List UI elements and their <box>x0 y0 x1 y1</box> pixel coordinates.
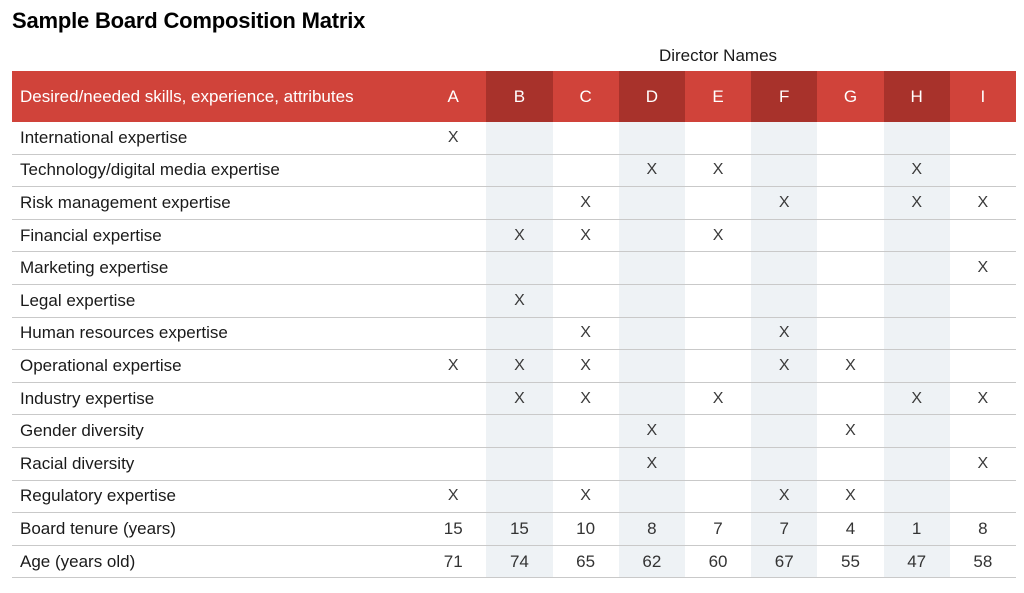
cell-e <box>685 252 751 285</box>
cell-i <box>950 284 1016 317</box>
cell-b: 74 <box>486 545 552 578</box>
director-header-d: D <box>619 71 685 122</box>
cell-h: 47 <box>884 545 950 578</box>
cell-c: X <box>553 219 619 252</box>
table-row <box>12 187 1016 220</box>
cell-f: 7 <box>751 513 817 546</box>
cell-b <box>486 447 552 480</box>
cell-f: X <box>751 480 817 513</box>
header-row <box>12 71 1016 122</box>
cell-c: X <box>553 187 619 220</box>
director-header-f: F <box>751 71 817 122</box>
cell-c: X <box>553 317 619 350</box>
table-row <box>12 415 1016 448</box>
cell-h: X <box>884 154 950 187</box>
director-header-i: I <box>950 71 1016 122</box>
cell-i: 58 <box>950 545 1016 578</box>
table-row <box>12 350 1016 383</box>
cell-f: X <box>751 187 817 220</box>
director-header-g: G <box>817 71 883 122</box>
cell-e <box>685 284 751 317</box>
cell-b <box>486 480 552 513</box>
cell-f: X <box>751 317 817 350</box>
table-row <box>12 545 1016 578</box>
cell-g <box>817 252 883 285</box>
cell-f <box>751 415 817 448</box>
cell-i <box>950 122 1016 154</box>
cell-h <box>884 480 950 513</box>
table-row <box>12 122 1016 154</box>
cell-i: X <box>950 447 1016 480</box>
cell-g <box>817 154 883 187</box>
cell-d <box>619 122 685 154</box>
cell-a <box>420 415 486 448</box>
cell-b <box>486 154 552 187</box>
cell-b: X <box>486 219 552 252</box>
cell-a <box>420 382 486 415</box>
cell-g <box>817 122 883 154</box>
cell-g <box>817 317 883 350</box>
row-label: Age (years old) <box>12 545 420 578</box>
cell-e <box>685 187 751 220</box>
cell-c <box>553 447 619 480</box>
table-row <box>12 480 1016 513</box>
cell-b: 15 <box>486 513 552 546</box>
cell-a <box>420 252 486 285</box>
cell-h <box>884 415 950 448</box>
row-label: Technology/digital media expertise <box>12 154 420 187</box>
cell-d <box>619 219 685 252</box>
cell-e <box>685 122 751 154</box>
cell-i: 8 <box>950 513 1016 546</box>
cell-i <box>950 350 1016 383</box>
cell-e: X <box>685 382 751 415</box>
cell-d: X <box>619 447 685 480</box>
cell-h <box>884 122 950 154</box>
cell-a <box>420 219 486 252</box>
cell-c: X <box>553 382 619 415</box>
cell-a <box>420 447 486 480</box>
cell-e: X <box>685 219 751 252</box>
cell-b: X <box>486 350 552 383</box>
table-row <box>12 219 1016 252</box>
cell-d: X <box>619 415 685 448</box>
cell-i: X <box>950 252 1016 285</box>
cell-e <box>685 480 751 513</box>
row-label: Industry expertise <box>12 382 420 415</box>
director-header-a: A <box>420 71 486 122</box>
cell-g: 55 <box>817 545 883 578</box>
cell-i <box>950 415 1016 448</box>
cell-b <box>486 122 552 154</box>
director-header-b: B <box>486 71 552 122</box>
table-header <box>12 71 1016 122</box>
skills-column-header: Desired/needed skills, experience, attributes <box>12 71 420 122</box>
cell-e <box>685 415 751 448</box>
cell-b: X <box>486 382 552 415</box>
cell-d <box>619 187 685 220</box>
row-label: Racial diversity <box>12 447 420 480</box>
board-composition-table <box>12 71 1016 578</box>
cell-g <box>817 284 883 317</box>
table-row <box>12 317 1016 350</box>
cell-e: 7 <box>685 513 751 546</box>
cell-a: X <box>420 122 486 154</box>
table-row <box>12 447 1016 480</box>
cell-d: 8 <box>619 513 685 546</box>
cell-e <box>685 350 751 383</box>
cell-f <box>751 447 817 480</box>
cell-g <box>817 382 883 415</box>
cell-g: X <box>817 480 883 513</box>
cell-d <box>619 382 685 415</box>
cell-b <box>486 252 552 285</box>
cell-b: X <box>486 284 552 317</box>
cell-d <box>619 284 685 317</box>
cell-f <box>751 122 817 154</box>
director-header-c: C <box>553 71 619 122</box>
row-label: Financial expertise <box>12 219 420 252</box>
cell-d <box>619 480 685 513</box>
director-names-label: Director Names <box>658 46 778 65</box>
cell-i <box>950 317 1016 350</box>
cell-c: X <box>553 350 619 383</box>
cell-c <box>553 154 619 187</box>
cell-c <box>553 415 619 448</box>
row-label: Regulatory expertise <box>12 480 420 513</box>
cell-h <box>884 317 950 350</box>
page-title: Sample Board Composition Matrix <box>12 8 366 33</box>
cell-e: 60 <box>685 545 751 578</box>
cell-d: 62 <box>619 545 685 578</box>
cell-i: X <box>950 187 1016 220</box>
cell-i: X <box>950 382 1016 415</box>
cell-h <box>884 252 950 285</box>
row-label: Legal expertise <box>12 284 420 317</box>
table-row <box>12 284 1016 317</box>
cell-f <box>751 252 817 285</box>
cell-c: 65 <box>553 545 619 578</box>
cell-h <box>884 284 950 317</box>
table-row <box>12 154 1016 187</box>
cell-h <box>884 447 950 480</box>
cell-g: X <box>817 350 883 383</box>
cell-h <box>884 219 950 252</box>
cell-d: X <box>619 154 685 187</box>
cell-b <box>486 317 552 350</box>
cell-a: X <box>420 350 486 383</box>
cell-a: X <box>420 480 486 513</box>
cell-g <box>817 219 883 252</box>
cell-e: X <box>685 154 751 187</box>
cell-b <box>486 187 552 220</box>
row-label: Marketing expertise <box>12 252 420 285</box>
row-label: Operational expertise <box>12 350 420 383</box>
cell-c <box>553 252 619 285</box>
cell-h: X <box>884 382 950 415</box>
cell-f <box>751 219 817 252</box>
director-header-e: E <box>685 71 751 122</box>
cell-a <box>420 317 486 350</box>
cell-f: 67 <box>751 545 817 578</box>
cell-e <box>685 447 751 480</box>
table-row <box>12 513 1016 546</box>
cell-g <box>817 447 883 480</box>
cell-h: X <box>884 187 950 220</box>
cell-i <box>950 219 1016 252</box>
cell-a <box>420 187 486 220</box>
cell-c <box>553 284 619 317</box>
row-label: Gender diversity <box>12 415 420 448</box>
cell-c <box>553 122 619 154</box>
row-label: Risk management expertise <box>12 187 420 220</box>
cell-a: 15 <box>420 513 486 546</box>
cell-i <box>950 480 1016 513</box>
cell-b <box>486 415 552 448</box>
cell-d <box>619 252 685 285</box>
cell-d <box>619 350 685 383</box>
cell-c: X <box>553 480 619 513</box>
cell-e <box>685 317 751 350</box>
cell-g: X <box>817 415 883 448</box>
cell-f <box>751 284 817 317</box>
cell-c: 10 <box>553 513 619 546</box>
row-label: Board tenure (years) <box>12 513 420 546</box>
cell-a <box>420 154 486 187</box>
cell-f <box>751 154 817 187</box>
cell-f: X <box>751 350 817 383</box>
cell-g: 4 <box>817 513 883 546</box>
table-body <box>12 122 1016 578</box>
cell-i <box>950 154 1016 187</box>
row-label: Human resources expertise <box>12 317 420 350</box>
cell-a <box>420 284 486 317</box>
cell-a: 71 <box>420 545 486 578</box>
cell-h: 1 <box>884 513 950 546</box>
director-header-h: H <box>884 71 950 122</box>
cell-g <box>817 187 883 220</box>
table-row <box>12 382 1016 415</box>
table-row <box>12 252 1016 285</box>
cell-d <box>619 317 685 350</box>
row-label: International expertise <box>12 122 420 154</box>
cell-h <box>884 350 950 383</box>
cell-f <box>751 382 817 415</box>
